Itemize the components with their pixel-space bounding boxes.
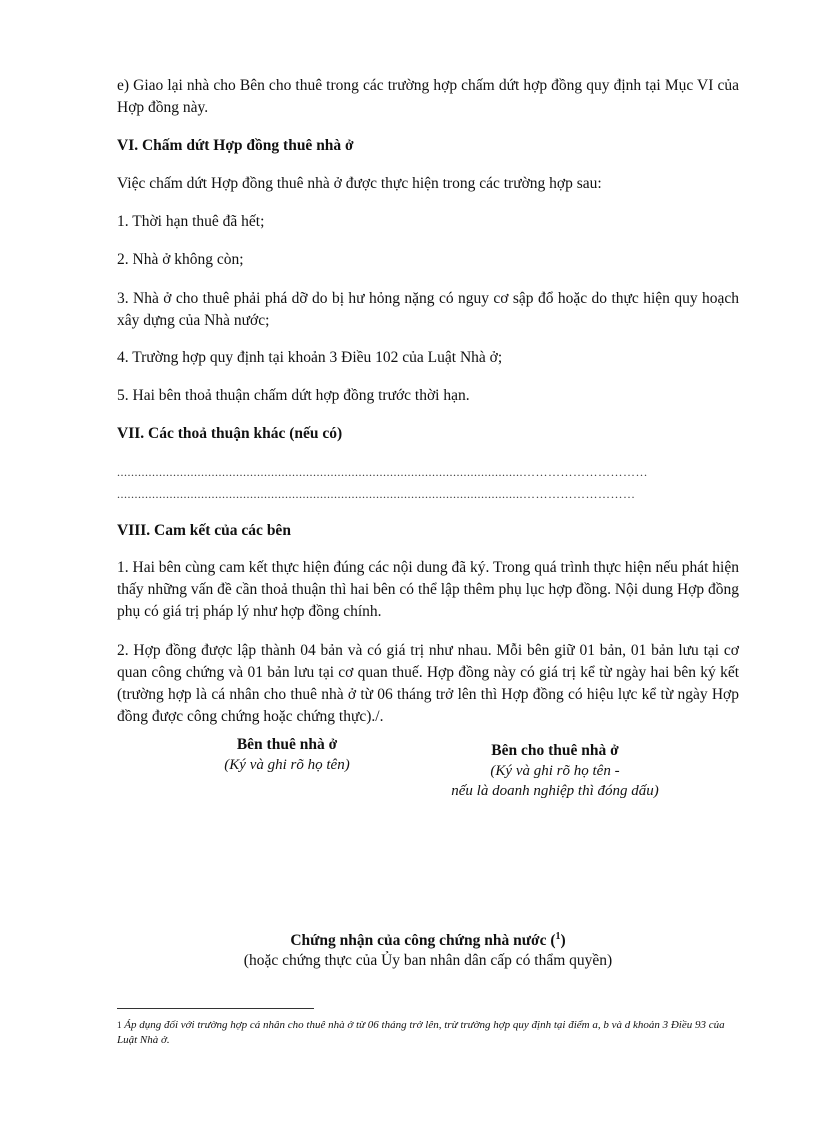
- certification-subtitle: (hoặc chứng thực của Ủy ban nhân dân cấp có thẩm quyền): [243, 952, 613, 970]
- dotted-line-2: ....................................................................................................................………………………: [117, 487, 636, 501]
- footnote-number: 1: [117, 1020, 122, 1030]
- tenant-signature-note: (Ký và ghi rõ họ tên): [224, 757, 350, 773]
- section-7-heading: VII. Các thoả thuận khác (nếu có): [117, 425, 343, 442]
- section-8-item-2: 2. Hợp đồng được lập thành 04 bản và có giá trị như nhau. Mỗi bên giữ 01 bản, 01 bản lưu tại cơ quan công chứng và 01 bản lưu tại cơ quan thuế. Hợp đồng này có giá trị kể từ ngày hai bên ký kết (trường hợp là cá nhân cho thuê nhà ở từ 06 tháng trở lên thì Hợp đồng có hiệu lực kể từ ngày Hợp đồng được công chứng hoặc chứng thực)./.: [117, 642, 739, 725]
- section-6-item-4: 4. Trường hợp quy định tại khoản 3 Điều 102 của Luật Nhà ở;: [117, 349, 503, 366]
- section-6-item-2: 2. Nhà ở không còn;: [117, 251, 244, 268]
- footnote-divider: [117, 1008, 314, 1009]
- landlord-signature-block: [385, 741, 725, 801]
- certification-block: [117, 927, 739, 971]
- section-6-item-5: 5. Hai bên thoả thuận chấm dứt hợp đồng trước thời hạn.: [117, 387, 470, 404]
- footnote-text: Áp dụng đối với trường hợp cá nhân cho thuê nhà ở từ 06 tháng trở lên, trừ trường hợp quy định tại điểm a, b và d khoản 3 Điều 93 của Luật Nhà ở.: [117, 1019, 725, 1046]
- dotted-line-1: ....................................................................................................................…………………………: [117, 465, 648, 479]
- section-6-heading: VI. Chấm dứt Hợp đồng thuê nhà ở: [117, 137, 354, 154]
- landlord-signature-note-1: (Ký và ghi rõ họ tên -: [490, 763, 620, 779]
- footnote: [117, 1018, 739, 1048]
- section-8-heading: VIII. Cam kết của các bên: [117, 522, 291, 539]
- certification-title: Chứng nhận của công chứng nhà nước ($^1$): [290, 931, 566, 950]
- section-6-intro: Việc chấm dứt Hợp đồng thuê nhà ở được thực hiện trong các trường hợp sau:: [117, 175, 602, 192]
- section-8-item-1: 1. Hai bên cùng cam kết thực hiện đúng các nội dung đã ký. Trong quá trình thực hiện nếu phát hiện thấy những vấn đề cần thoả thuận thì hai bên có thể lập thêm phụ lục hợp đồng. Nội dung Hợp đồng phụ có giá trị pháp lý như hợp đồng chính.: [117, 559, 739, 620]
- tenant-signature-title: Bên thuê nhà ở: [236, 736, 338, 753]
- landlord-signature-title: Bên cho thuê nhà ở: [491, 742, 619, 759]
- paragraph-e: e) Giao lại nhà cho Bên cho thuê trong các trường hợp chấm dứt hợp đồng quy định tại Mục VI của Hợp đồng này.: [117, 77, 739, 116]
- footnote-ref: 1: [555, 931, 561, 942]
- section-6-item-3: 3. Nhà ở cho thuê phải phá dỡ do bị hư hỏng nặng có nguy cơ sập đổ hoặc do thực hiện quy hoạch xây dựng của Nhà nước;: [117, 290, 739, 329]
- section-6-item-1: 1. Thời hạn thuê đã hết;: [117, 213, 265, 230]
- tenant-signature-block: [177, 735, 397, 775]
- landlord-signature-note-2: nếu là doanh nghiệp thì đóng dấu): [451, 783, 659, 799]
